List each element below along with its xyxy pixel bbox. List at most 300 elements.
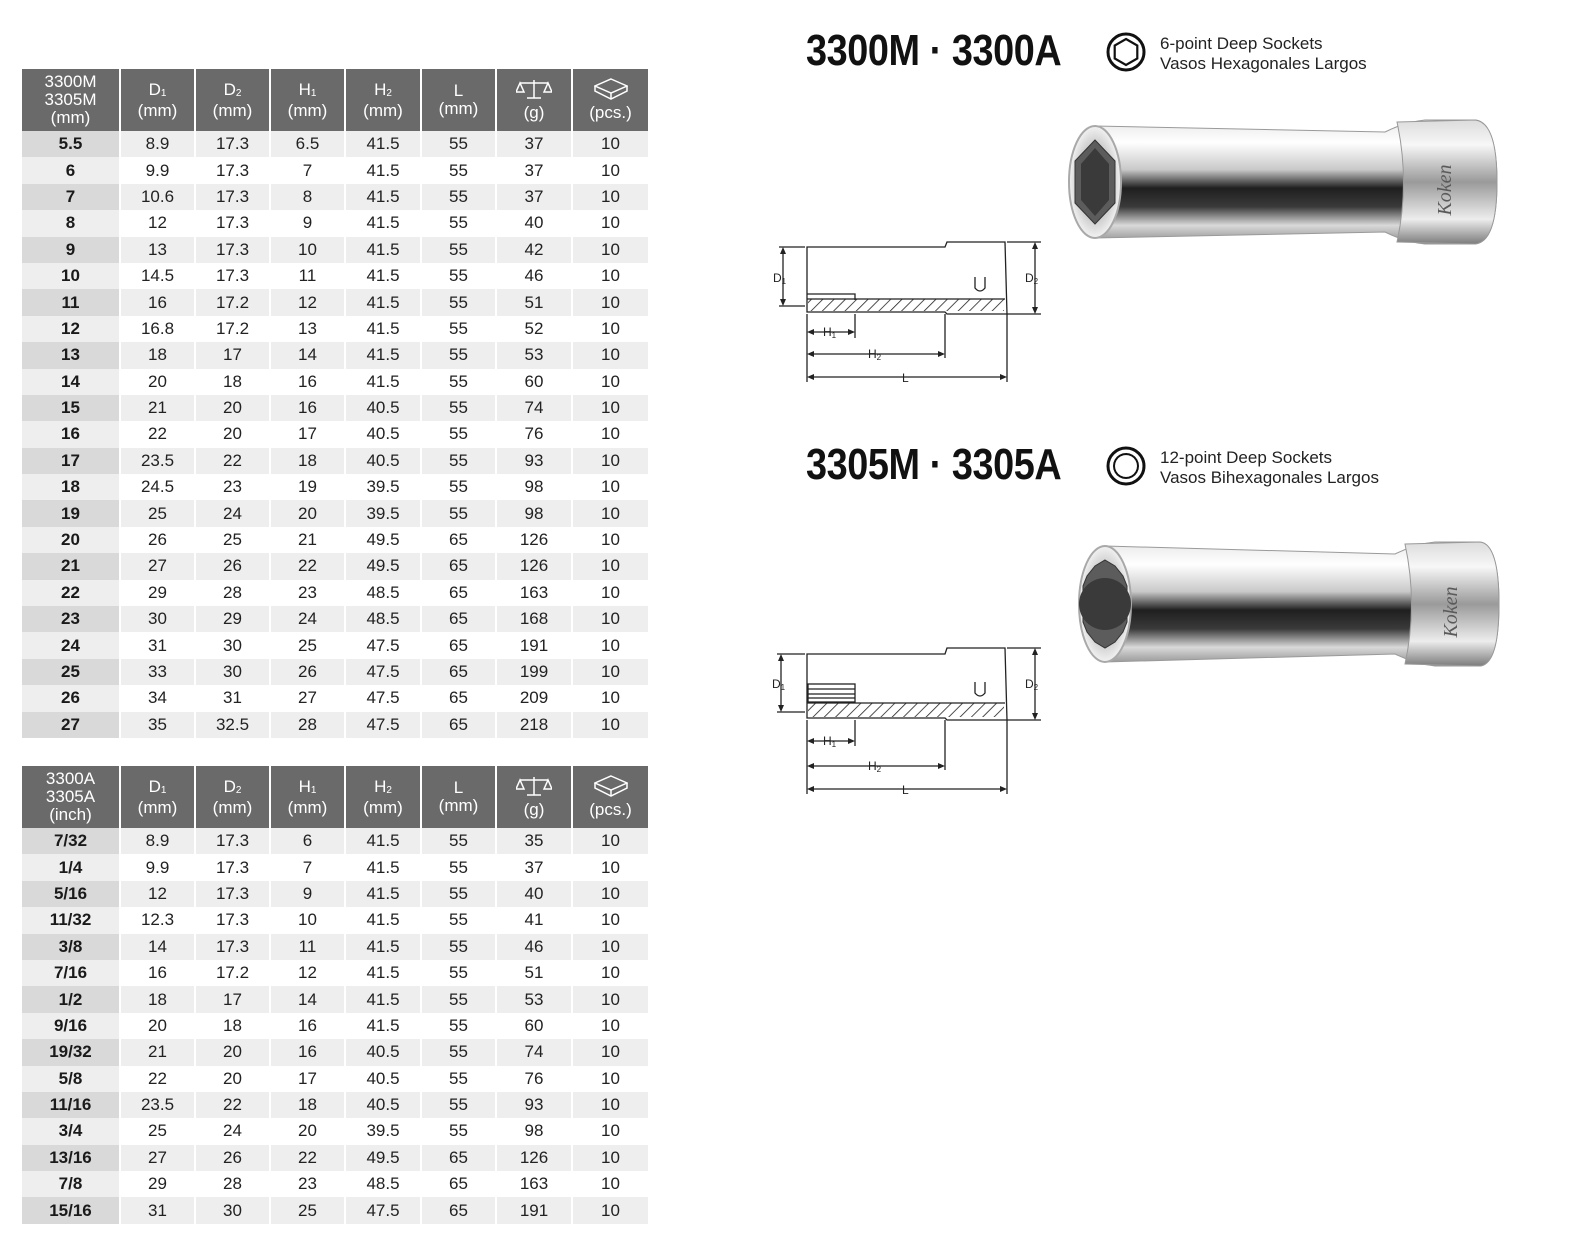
value-cell: 65 (421, 580, 496, 606)
value-cell: 17.3 (195, 854, 270, 880)
value-cell: 35 (496, 828, 572, 854)
column-letter: D (148, 776, 161, 796)
value-cell: 6.5 (270, 131, 345, 157)
value-cell: 25 (120, 1118, 195, 1144)
value-cell: 30 (195, 1197, 270, 1223)
size-cell: 13 (22, 342, 120, 368)
value-cell: 10 (572, 685, 648, 711)
value-cell: 65 (421, 659, 496, 685)
value-cell: 55 (421, 316, 496, 342)
column-header (496, 69, 572, 131)
table-row (22, 1013, 648, 1039)
value-cell: 41.5 (345, 369, 421, 395)
value-cell: 17 (195, 342, 270, 368)
dimension-drawing-12point (765, 640, 1055, 800)
value-cell: 55 (421, 1066, 496, 1092)
value-cell: 27 (270, 685, 345, 711)
column-subscript: 1 (310, 784, 317, 796)
value-cell: 17 (195, 986, 270, 1012)
value-cell: 17.3 (195, 263, 270, 289)
value-cell: 10 (572, 448, 648, 474)
value-cell: 22 (120, 421, 195, 447)
size-cell: 7/32 (22, 828, 120, 854)
brand-engraving: Koken (1440, 586, 1462, 638)
value-cell: 10 (572, 157, 648, 183)
value-cell: 126 (496, 1145, 572, 1171)
value-cell: 22 (270, 553, 345, 579)
value-cell: 65 (421, 606, 496, 632)
value-cell: 14 (270, 342, 345, 368)
table-row (22, 342, 648, 368)
value-cell: 46 (496, 263, 572, 289)
value-cell: 17.2 (195, 316, 270, 342)
value-cell: 55 (421, 474, 496, 500)
value-cell: 41.5 (345, 131, 421, 157)
column-subscript: 1 (160, 87, 167, 99)
value-cell: 30 (120, 606, 195, 632)
value-cell: 9 (270, 881, 345, 907)
column-symbol (196, 81, 269, 102)
header-line: 3305M (44, 90, 97, 109)
value-cell: 10 (572, 553, 648, 579)
size-cell: 7 (22, 184, 120, 210)
table-row (22, 474, 648, 500)
value-cell: 53 (496, 342, 572, 368)
value-cell: 10 (572, 131, 648, 157)
value-cell: 51 (496, 289, 572, 315)
value-cell: 65 (421, 1171, 496, 1197)
label-d1: D1 (773, 271, 787, 286)
brand-engraving: Koken (1434, 164, 1456, 216)
table-row (22, 712, 648, 738)
column-unit: (pcs.) (589, 800, 632, 819)
value-cell: 12 (120, 881, 195, 907)
table-row (22, 369, 648, 395)
table-row (22, 421, 648, 447)
value-cell: 10.6 (120, 184, 195, 210)
value-cell: 55 (421, 934, 496, 960)
value-cell: 191 (496, 1197, 572, 1223)
table-row (22, 828, 648, 854)
size-cell: 3/4 (22, 1118, 120, 1144)
value-cell: 23 (195, 474, 270, 500)
value-cell: 8.9 (120, 828, 195, 854)
value-cell: 60 (496, 1013, 572, 1039)
column-unit: (mm) (287, 100, 328, 120)
value-cell: 10 (572, 1039, 648, 1065)
value-cell: 65 (421, 1197, 496, 1223)
value-cell: 10 (572, 263, 648, 289)
table-row (22, 934, 648, 960)
value-cell: 10 (572, 828, 648, 854)
value-cell: 65 (421, 553, 496, 579)
column-header (345, 69, 421, 131)
value-cell: 47.5 (345, 632, 421, 658)
value-cell: 53 (496, 986, 572, 1012)
value-cell: 24 (195, 1118, 270, 1144)
value-cell: 47.5 (345, 712, 421, 738)
value-cell: 40.5 (345, 421, 421, 447)
value-cell: 65 (421, 527, 496, 553)
value-cell: 20 (120, 369, 195, 395)
value-cell: 18 (270, 1092, 345, 1118)
size-cell: 26 (22, 685, 120, 711)
column-symbol (271, 778, 344, 799)
value-cell: 10 (270, 237, 345, 263)
value-cell: 10 (572, 1118, 648, 1144)
size-cell: 5/16 (22, 881, 120, 907)
column-subscript: 2 (235, 784, 242, 796)
value-cell: 12 (120, 210, 195, 236)
weight-scale-icon (497, 775, 571, 801)
value-cell: 48.5 (345, 580, 421, 606)
value-cell: 23 (270, 1171, 345, 1197)
description-en: 12-point Deep Sockets (1160, 448, 1332, 467)
value-cell: 17.3 (195, 881, 270, 907)
value-cell: 10 (572, 606, 648, 632)
value-cell: 26 (195, 1145, 270, 1171)
table-row (22, 907, 648, 933)
header-line: (mm) (50, 108, 91, 127)
size-cell: 18 (22, 474, 120, 500)
value-cell: 12.3 (120, 907, 195, 933)
value-cell: 20 (120, 1013, 195, 1039)
weight-scale-icon (497, 78, 571, 104)
size-cell: 22 (22, 580, 120, 606)
value-cell: 74 (496, 395, 572, 421)
table-row (22, 632, 648, 658)
header-row (22, 69, 648, 131)
description-en: 6-point Deep Sockets (1160, 34, 1323, 53)
socket-photo-12point (1075, 536, 1505, 672)
value-cell: 17.3 (195, 828, 270, 854)
value-cell: 55 (421, 263, 496, 289)
size-cell: 15 (22, 395, 120, 421)
column-letter: H (298, 79, 311, 99)
value-cell: 17 (270, 421, 345, 447)
value-cell: 12 (270, 289, 345, 315)
table-row (22, 881, 648, 907)
value-cell: 168 (496, 606, 572, 632)
table-row (22, 685, 648, 711)
column-symbol (121, 778, 194, 799)
value-cell: 21 (120, 395, 195, 421)
table-row (22, 1118, 648, 1144)
value-cell: 65 (421, 1145, 496, 1171)
table-row (22, 1145, 648, 1171)
column-symbol (422, 779, 495, 797)
value-cell: 40.5 (345, 1092, 421, 1118)
value-cell: 10 (572, 289, 648, 315)
inch-table-body (22, 828, 648, 1224)
value-cell: 10 (572, 474, 648, 500)
value-cell: 16.8 (120, 316, 195, 342)
column-subscript: 2 (386, 87, 392, 99)
value-cell: 10 (572, 580, 648, 606)
model-title-3300: 3300M · 3300A (806, 26, 1062, 75)
column-letter: D (148, 79, 161, 99)
column-unit: (mm) (137, 100, 178, 120)
dodecagon-12point-icon (1106, 446, 1146, 486)
header-line: 3300A (45, 769, 96, 788)
table-row (22, 1039, 648, 1065)
size-cell: 19/32 (22, 1039, 120, 1065)
value-cell: 16 (120, 960, 195, 986)
value-cell: 23.5 (120, 1092, 195, 1118)
value-cell: 25 (195, 527, 270, 553)
value-cell: 25 (120, 500, 195, 526)
value-cell: 25 (270, 632, 345, 658)
column-unit: (pcs.) (589, 103, 632, 122)
value-cell: 55 (421, 184, 496, 210)
value-cell: 93 (496, 1092, 572, 1118)
value-cell: 41.5 (345, 960, 421, 986)
value-cell: 39.5 (345, 1118, 421, 1144)
inch-table-header (22, 766, 648, 828)
column-unit: (mm) (363, 100, 403, 120)
value-cell: 40.5 (345, 1039, 421, 1065)
value-cell: 13 (270, 316, 345, 342)
value-cell: 16 (270, 395, 345, 421)
value-cell: 13 (120, 237, 195, 263)
value-cell: 10 (572, 184, 648, 210)
value-cell: 31 (195, 685, 270, 711)
value-cell: 17.3 (195, 934, 270, 960)
description-3300 (1160, 34, 1367, 74)
value-cell: 22 (195, 448, 270, 474)
size-cell: 19 (22, 500, 120, 526)
value-cell: 65 (421, 632, 496, 658)
value-cell: 10 (572, 395, 648, 421)
value-cell: 55 (421, 395, 496, 421)
value-cell: 19 (270, 474, 345, 500)
column-letter: H (298, 776, 311, 796)
table-row (22, 527, 648, 553)
column-subscript: 1 (310, 87, 317, 99)
label-h1: H1 (823, 734, 837, 749)
value-cell: 40.5 (345, 448, 421, 474)
value-cell: 34 (120, 685, 195, 711)
value-cell: 10 (572, 960, 648, 986)
value-cell: 41.5 (345, 289, 421, 315)
table-row (22, 184, 648, 210)
value-cell: 14 (120, 934, 195, 960)
value-cell: 30 (195, 659, 270, 685)
size-cell: 15/16 (22, 1197, 120, 1223)
column-unit: (mm) (287, 797, 328, 817)
value-cell: 55 (421, 1013, 496, 1039)
value-cell: 41.5 (345, 854, 421, 880)
value-cell: 41.5 (345, 342, 421, 368)
value-cell: 163 (496, 1171, 572, 1197)
value-cell: 10 (572, 934, 648, 960)
value-cell: 18 (120, 342, 195, 368)
value-cell: 28 (270, 712, 345, 738)
value-cell: 18 (270, 448, 345, 474)
size-cell: 3/8 (22, 934, 120, 960)
label-l: L (902, 371, 909, 385)
column-header (572, 69, 648, 131)
value-cell: 55 (421, 828, 496, 854)
value-cell: 33 (120, 659, 195, 685)
value-cell: 47.5 (345, 685, 421, 711)
size-cell: 16 (22, 421, 120, 447)
value-cell: 76 (496, 1066, 572, 1092)
value-cell: 10 (572, 1171, 648, 1197)
size-cell: 1/4 (22, 854, 120, 880)
value-cell: 41.5 (345, 1013, 421, 1039)
table-row (22, 500, 648, 526)
value-cell: 191 (496, 632, 572, 658)
column-symbol (422, 82, 495, 100)
size-cell: 7/8 (22, 1171, 120, 1197)
column-unit: (mm) (212, 797, 253, 817)
size-column-header (22, 69, 120, 131)
value-cell: 10 (572, 342, 648, 368)
size-cell: 9 (22, 237, 120, 263)
size-cell: 8 (22, 210, 120, 236)
value-cell: 20 (270, 500, 345, 526)
table-row (22, 606, 648, 632)
value-cell: 20 (270, 1118, 345, 1144)
value-cell: 76 (496, 421, 572, 447)
value-cell: 9 (270, 210, 345, 236)
column-header (195, 766, 270, 828)
value-cell: 29 (120, 1171, 195, 1197)
value-cell: 48.5 (345, 606, 421, 632)
value-cell: 47.5 (345, 659, 421, 685)
column-letter: H (374, 79, 387, 99)
value-cell: 48.5 (345, 1171, 421, 1197)
value-cell: 98 (496, 1118, 572, 1144)
value-cell: 22 (195, 1092, 270, 1118)
value-cell: 209 (496, 685, 572, 711)
label-l: L (902, 783, 909, 797)
value-cell: 28 (195, 1171, 270, 1197)
column-subscript: 2 (386, 784, 392, 796)
value-cell: 32.5 (195, 712, 270, 738)
value-cell: 17.3 (195, 184, 270, 210)
value-cell: 46 (496, 934, 572, 960)
value-cell: 24 (195, 500, 270, 526)
value-cell: 10 (572, 237, 648, 263)
size-cell: 9/16 (22, 1013, 120, 1039)
value-cell: 10 (572, 854, 648, 880)
table-row (22, 1171, 648, 1197)
column-symbol (271, 81, 344, 102)
size-cell: 5/8 (22, 1066, 120, 1092)
value-cell: 41.5 (345, 986, 421, 1012)
value-cell: 41 (496, 907, 572, 933)
value-cell: 98 (496, 500, 572, 526)
value-cell: 55 (421, 131, 496, 157)
header-row (22, 766, 648, 828)
value-cell: 6 (270, 828, 345, 854)
column-unit: (mm) (363, 797, 403, 817)
value-cell: 49.5 (345, 553, 421, 579)
size-cell: 27 (22, 712, 120, 738)
value-cell: 42 (496, 237, 572, 263)
size-cell: 20 (22, 527, 120, 553)
value-cell: 27 (120, 553, 195, 579)
value-cell: 20 (195, 395, 270, 421)
table-row (22, 659, 648, 685)
table-row (22, 1092, 648, 1118)
metric-spec-table (22, 69, 648, 738)
table-row (22, 960, 648, 986)
column-letter: D (223, 79, 236, 99)
table-row (22, 395, 648, 421)
size-cell: 11/32 (22, 907, 120, 933)
value-cell: 65 (421, 712, 496, 738)
column-subscript: 2 (235, 87, 242, 99)
label-h2: H2 (868, 759, 882, 774)
table-row (22, 316, 648, 342)
column-header (120, 69, 195, 131)
value-cell: 41.5 (345, 907, 421, 933)
value-cell: 55 (421, 881, 496, 907)
value-cell: 52 (496, 316, 572, 342)
value-cell: 10 (572, 1145, 648, 1171)
value-cell: 16 (120, 289, 195, 315)
model-title-3305: 3305M · 3305A (806, 440, 1062, 489)
value-cell: 29 (120, 580, 195, 606)
value-cell: 22 (270, 1145, 345, 1171)
value-cell: 55 (421, 1092, 496, 1118)
column-header (270, 766, 345, 828)
label-h2: H2 (868, 347, 882, 362)
column-letter: H (374, 776, 387, 796)
value-cell: 10 (572, 210, 648, 236)
table-row (22, 448, 648, 474)
value-cell: 27 (120, 1145, 195, 1171)
value-cell: 10 (572, 316, 648, 342)
column-unit: (mm) (212, 100, 253, 120)
value-cell: 41.5 (345, 157, 421, 183)
dimension-drawing-6point (765, 232, 1055, 392)
size-column-header (22, 766, 120, 828)
metric-table-header (22, 69, 648, 131)
value-cell: 17 (270, 1066, 345, 1092)
value-cell: 37 (496, 131, 572, 157)
value-cell: 25 (270, 1197, 345, 1223)
size-cell: 1/2 (22, 986, 120, 1012)
value-cell: 20 (195, 1066, 270, 1092)
value-cell: 49.5 (345, 527, 421, 553)
value-cell: 10 (572, 632, 648, 658)
value-cell: 10 (572, 712, 648, 738)
description-es: Vasos Hexagonales Largos (1160, 54, 1367, 73)
value-cell: 24 (270, 606, 345, 632)
value-cell: 55 (421, 1039, 496, 1065)
value-cell: 41.5 (345, 237, 421, 263)
size-cell: 10 (22, 263, 120, 289)
value-cell: 65 (421, 685, 496, 711)
column-header (270, 69, 345, 131)
value-cell: 21 (120, 1039, 195, 1065)
value-cell: 26 (120, 527, 195, 553)
label-h1: H1 (823, 325, 837, 340)
table-row (22, 157, 648, 183)
value-cell: 55 (421, 907, 496, 933)
value-cell: 55 (421, 500, 496, 526)
package-box-icon (573, 775, 648, 801)
size-cell: 11/16 (22, 1092, 120, 1118)
hexagon-6point-icon (1106, 32, 1146, 72)
value-cell: 10 (270, 907, 345, 933)
column-unit: (g) (523, 800, 545, 819)
column-unit: (mm) (137, 797, 178, 817)
